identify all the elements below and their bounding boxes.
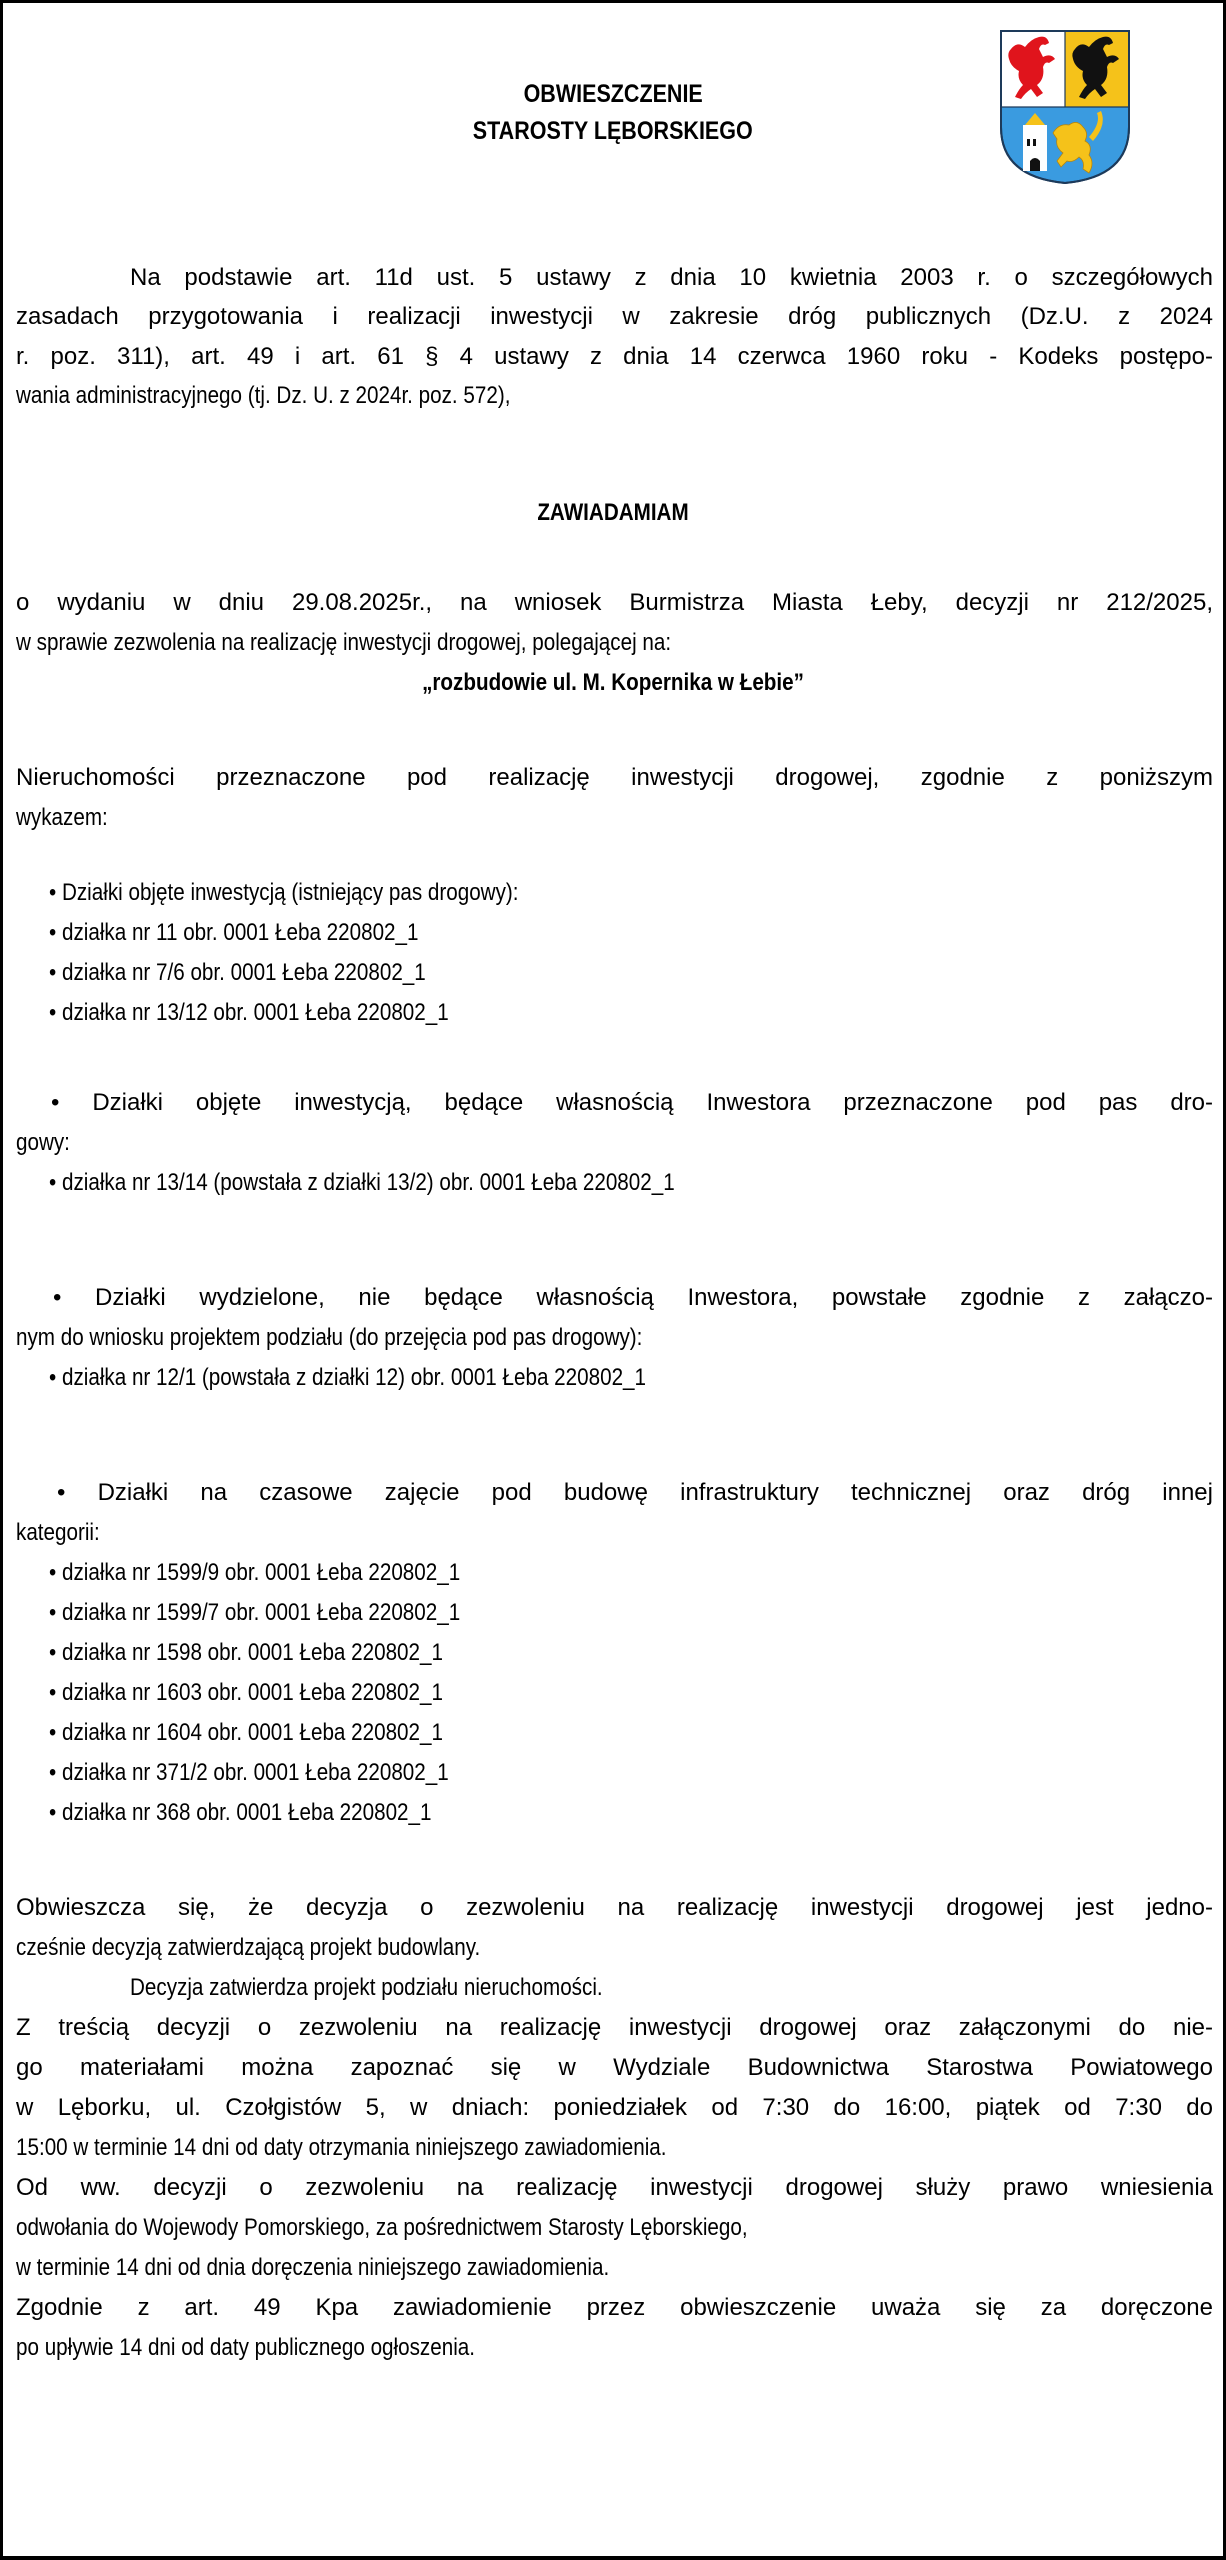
parcel-text: • działka nr 11 obr. 0001 Łeba 220802_1 [49, 919, 419, 946]
closing-line-3 [130, 1973, 680, 2003]
section-3-heading-line-2-text: nym do wniosku projektem podziału (do przejęcia pod pas drogowy): [16, 1324, 643, 1351]
list-item [49, 1638, 507, 1668]
section-2-heading-line-1: • Działki objęte inwestycją, będące własnością Inwestora przeznaczone pod pas dro- [51, 1089, 1213, 1116]
list-item [49, 1598, 527, 1628]
section-3-heading-line-2 [16, 1323, 744, 1353]
parcel-text: • działka nr 1599/7 obr. 0001 Łeba 220802_1 [49, 1599, 461, 1626]
closing-line-7-text: 15:00 w terminie 14 dni od daty otrzymania niniejszego zawiadomienia. [16, 2134, 667, 2161]
announce-text: ZAWIADAMIAM [537, 499, 689, 526]
list-item [49, 918, 479, 948]
list-item [49, 1718, 507, 1748]
intro-line-4-text: wania administracyjnego (tj. Dz. U. z 2024r. poz. 572), [16, 382, 511, 409]
section-4-heading-line-1: • Działki na czasowe zajęcie pod budowę infrastruktury technicznej oraz dróg innej [57, 1479, 1213, 1506]
parcel-text: • działka nr 1603 obr. 0001 Łeba 220802_1 [49, 1679, 443, 1706]
closing-line-8: Od ww. decyzji o zezwoleniu na realizację inwestycji drogowej służy prawo wniesienia [16, 2174, 1213, 2201]
project-name [3, 668, 1223, 698]
intro-line-1: Na podstawie art. 11d ust. 5 ustawy z dnia 10 kwietnia 2003 r. o szczegółowych [130, 264, 1213, 291]
section-1-heading-text: • Działki objęte inwestycją (istniejący pas drogowy): [49, 879, 519, 906]
section-3-heading-line-1: • Działki wydzielone, nie będące własnością Inwestora, powstałe zgodnie z załączo- [53, 1284, 1213, 1311]
closing-line-7 [16, 2133, 772, 2163]
closing-line-1: Obwieszcza się, że decyzja o zezwoleniu na realizację inwestycji drogowej jest jedno- [16, 1894, 1213, 1921]
parcel-text: • działka nr 1598 obr. 0001 Łeba 220802_1 [49, 1639, 443, 1666]
decision-line-2 [16, 628, 778, 658]
closing-line-5: go materiałami można zapoznać się w Wydziale Budownictwa Starostwa Powiatowego [16, 2054, 1213, 2081]
closing-line-2 [16, 1933, 556, 1963]
announce-heading [3, 498, 1223, 528]
parcel-text: • działka nr 12/1 (powstała z działki 12) obr. 0001 Łeba 220802_1 [49, 1364, 647, 1391]
section-2-heading-line-2-text: gowy: [16, 1129, 70, 1156]
intro-line-2: zasadach przygotowania i realizacji inwestycji w zakresie dróg publicznych (Dz.U. z 2024 [16, 303, 1213, 330]
closing-line-11: Zgodnie z art. 49 Kpa zawiadomienie przez obwieszczenie uważa się za doręczone [16, 2294, 1213, 2321]
parcel-text: • działka nr 13/14 (powstała z działki 13/2) obr. 0001 Łeba 220802_1 [49, 1169, 675, 1196]
parcel-text: • działka nr 7/6 obr. 0001 Łeba 220802_1 [49, 959, 426, 986]
decision-line-2-text: w sprawie zezwolenia na realizację inwestycji drogowej, polegającej na: [16, 629, 672, 656]
properties-intro-line-2-text: wykazem: [16, 804, 108, 831]
list-item [49, 1758, 514, 1788]
parcel-text: • działka nr 371/2 obr. 0001 Łeba 220802_1 [49, 1759, 449, 1786]
section-2-heading-line-2 [16, 1128, 79, 1158]
parcel-text: • działka nr 368 obr. 0001 Łeba 220802_1 [49, 1799, 432, 1826]
parcel-text: • działka nr 1599/9 obr. 0001 Łeba 220802_1 [49, 1559, 461, 1586]
list-item [49, 1558, 527, 1588]
closing-line-10 [16, 2253, 706, 2283]
closing-line-4: Z treścią decyzji o zezwoleniu na realizację inwestycji drogowej oraz załączonymi do nie- [16, 2014, 1213, 2041]
list-item [49, 998, 514, 1028]
closing-line-12 [16, 2333, 550, 2363]
closing-line-9 [16, 2213, 867, 2243]
properties-intro-line-1: Nieruchomości przeznaczone pod realizację inwestycji drogowej, zgodnie z poniższym [16, 764, 1213, 791]
intro-line-3: r. poz. 311), art. 49 i art. 61 § 4 ustawy z dnia 14 czerwca 1960 roku - Kodeks postępo- [16, 343, 1213, 370]
section-4-heading-line-2-text: kategorii: [16, 1519, 100, 1546]
decision-line-1: o wydaniu w dniu 29.08.2025r., na wniosek Burmistrza Miasta Łeby, decyzji nr 212/2025, [16, 589, 1213, 616]
list-item [49, 1798, 494, 1828]
closing-line-3-text: Decyzja zatwierdza projekt podziału nieruchomości. [130, 1974, 603, 2001]
properties-intro-line-2 [16, 803, 123, 833]
parcel-text: • działka nr 13/12 obr. 0001 Łeba 220802_1 [49, 999, 449, 1026]
parcel-text: • działka nr 1604 obr. 0001 Łeba 220802_1 [49, 1719, 443, 1746]
list-item [49, 1168, 777, 1198]
closing-line-2-text: cześnie decyzją zatwierdzającą projekt budowlany. [16, 1934, 481, 1961]
closing-line-12-text: po upływie 14 dni od daty publicznego ogłoszenia. [16, 2334, 475, 2361]
list-item [49, 1678, 507, 1708]
closing-line-10-text: w terminie 14 dni od dnia doręczenia niniejszego zawiadomienia. [16, 2254, 610, 2281]
closing-line-6: w Lęborku, ul. Czołgistów 5, w dniach: poniedziałek od 7:30 do 16:00, piątek od 7:30 do [16, 2094, 1213, 2121]
title-text-2: STAROSTY LĘBORSKIEGO [473, 117, 753, 145]
section-4-heading-line-2 [16, 1518, 113, 1548]
list-item [49, 958, 487, 988]
list-item [49, 1363, 743, 1393]
project-name-text: „rozbudowie ul. M. Kopernika w Łebie” [422, 669, 804, 696]
coat-of-arms-icon [997, 27, 1133, 187]
intro-line-4 [16, 381, 591, 411]
section-1-heading [49, 878, 595, 908]
closing-line-9-text: odwołania do Wojewody Pomorskiego, za pośrednictwem Starosty Lęborskiego, [16, 2214, 748, 2241]
title-text-1: OBWIESZCZENIE [523, 80, 703, 108]
